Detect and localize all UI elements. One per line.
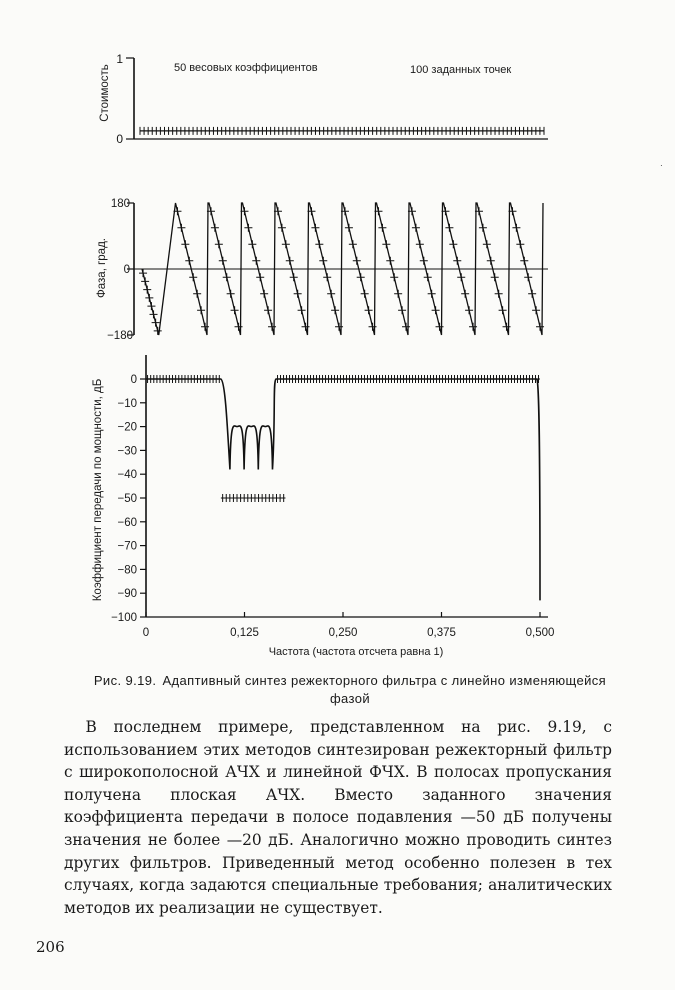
magnitude-x-ticks [143, 612, 555, 639]
magnitude-y-ticks [111, 374, 146, 624]
phase-marker [223, 273, 231, 281]
magnitude-panel [92, 355, 554, 658]
body-paragraph [64, 716, 612, 919]
magnitude-y-tick-label: −100 [111, 612, 137, 624]
phase-marker [231, 306, 239, 314]
phase-marker [487, 257, 495, 265]
phase-marker [185, 257, 193, 265]
phase-marker [483, 240, 491, 248]
magnitude-x-tick-label: 0,500 [525, 627, 555, 639]
phase-marker [315, 240, 323, 248]
phase-marker [416, 240, 424, 248]
phase-marker [227, 290, 235, 298]
phase-marker [436, 323, 444, 331]
phase-marker [365, 306, 373, 314]
page-number: 206 [36, 938, 65, 956]
phase-marker [516, 240, 524, 248]
phase-marker [235, 323, 243, 331]
phase-marker [445, 224, 453, 232]
phase-marker [154, 327, 162, 335]
phase-marker [457, 273, 465, 281]
phase-marker [453, 257, 461, 265]
phase-marker [145, 294, 153, 302]
phase-marker [349, 240, 357, 248]
phase-marker [189, 273, 197, 281]
magnitude-y-tick-label: −60 [117, 516, 137, 529]
phase-marker [465, 306, 473, 314]
phase-marker [248, 240, 256, 248]
magnitude-x-tick-label: 0 [142, 627, 150, 639]
phase-marker [323, 273, 331, 281]
cost-annotation-weights: 50 весовых коэффициентов [174, 62, 318, 74]
phase-marker [335, 323, 343, 331]
phase-marker [353, 257, 361, 265]
phase-marker [219, 257, 227, 265]
phase-ylabel: Фаза, град. [96, 238, 108, 298]
phase-marker [369, 323, 377, 331]
cost-tick-label-0: 0 [116, 132, 123, 146]
phase-tick-label-minus-180: −180 [107, 330, 133, 342]
phase-marker [536, 323, 544, 331]
cost-annotation-points: 100 заданных точек [410, 64, 512, 76]
phase-marker [345, 224, 353, 232]
phase-marker [528, 290, 536, 298]
phase-marker [532, 306, 540, 314]
phase-marker [357, 273, 365, 281]
figure-number: Рис. 9.19. [93, 673, 157, 688]
phase-marker [461, 290, 469, 298]
phase-marker [394, 290, 402, 298]
magnitude-y-tick-label: 0 [130, 374, 137, 386]
phase-marker [139, 269, 147, 277]
magnitude-x-tick-label: 0,250 [328, 627, 358, 639]
phase-marker [319, 257, 327, 265]
phase-marker [150, 310, 158, 318]
magnitude-y-tick-label: −80 [117, 564, 137, 577]
magnitude-y-tick-label: −20 [117, 421, 137, 434]
phase-marker [193, 290, 201, 298]
magnitude-curve [146, 379, 540, 600]
phase-marker [197, 306, 205, 314]
phase-marker [264, 306, 272, 314]
phase-marker [147, 302, 155, 310]
phase-marker [177, 224, 185, 232]
phase-marker [402, 323, 410, 331]
phase-marker [252, 257, 260, 265]
phase-marker [479, 224, 487, 232]
magnitude-y-tick-label: −40 [117, 469, 137, 482]
phase-tick-label-180: 180 [110, 198, 130, 210]
phase-marker [424, 273, 432, 281]
phase-marker [282, 240, 290, 248]
phase-marker [278, 224, 286, 232]
magnitude-xlabel: Частота (частота отсчета равна 1) [268, 646, 444, 658]
phase-marker [432, 306, 440, 314]
phase-marker [512, 224, 520, 232]
phase-marker [428, 290, 436, 298]
phase-marker [491, 273, 499, 281]
phase-marker [361, 290, 369, 298]
cost-ylabel: Стоимость [99, 64, 111, 122]
phase-marker [244, 224, 252, 232]
phase-marker [390, 273, 398, 281]
phase-marker [211, 224, 219, 232]
phase-marker [286, 257, 294, 265]
phase-marker [268, 323, 276, 331]
magnitude-ylabel: Коэффициент передачи по мощности, дБ [92, 378, 104, 602]
phase-marker [382, 240, 390, 248]
magnitude-x-tick-label: 0,125 [230, 627, 259, 639]
phase-marker [412, 224, 420, 232]
phase-marker [386, 257, 394, 265]
magnitude-markers [146, 375, 540, 502]
phase-marker [201, 323, 209, 331]
phase-marker [499, 306, 507, 314]
phase-marker [398, 306, 406, 314]
phase-marker [152, 319, 160, 327]
phase-marker [469, 323, 477, 331]
phase-marker [302, 323, 310, 331]
magnitude-x-tick-label: 0,375 [427, 627, 456, 639]
phase-marker [520, 257, 528, 265]
figure-caption [90, 672, 610, 708]
scan-speck: · [660, 161, 663, 170]
figure-caption-text: Адаптивный синтез режекторного фильтра с линейно изменяющейся фазой [162, 673, 607, 706]
cost-panel [99, 52, 548, 146]
phase-marker [420, 257, 428, 265]
magnitude-y-tick-label: −70 [117, 540, 137, 553]
phase-marker [331, 306, 339, 314]
phase-marker [524, 273, 532, 281]
magnitude-y-tick-label: −10 [117, 397, 137, 410]
body-paragraph-text: В последнем примере, представленном на рис. 9.19, с использованием этих методов синтезирован режекторный фильтр с широкополосной АЧХ и линейной ФЧХ. В полосах пропускания получена плоская АЧХ. Вместо заданного значения коэффициента передачи в полосе подавления —50 дБ получены значения не более —20 дБ. Аналогично можно проводить синтез других фильтров. Приведенный метод особенно полезен в тех случаях, когда задаются специальные требования; аналитических методов их реализации не существует. [64, 718, 612, 917]
phase-marker [181, 240, 189, 248]
phase-marker [378, 224, 386, 232]
magnitude-y-tick-label: −30 [117, 445, 137, 458]
phase-marker [294, 290, 302, 298]
cost-tick-label-1: 1 [116, 52, 123, 66]
phase-marker [256, 273, 264, 281]
phase-marker [215, 240, 223, 248]
magnitude-y-tick-label: −50 [117, 493, 137, 505]
phase-marker [311, 224, 319, 232]
magnitude-y-tick-label: −90 [117, 588, 137, 601]
phase-marker [449, 240, 457, 248]
phase-marker [141, 277, 149, 285]
phase-marker [503, 323, 511, 331]
phase-tick-label-0: 0 [123, 264, 130, 276]
phase-marker [298, 306, 306, 314]
phase-panel [96, 198, 548, 342]
phase-marker [290, 273, 298, 281]
phase-marker [143, 286, 151, 294]
phase-marker [260, 290, 268, 298]
phase-marker [327, 290, 335, 298]
phase-marker [495, 290, 503, 298]
